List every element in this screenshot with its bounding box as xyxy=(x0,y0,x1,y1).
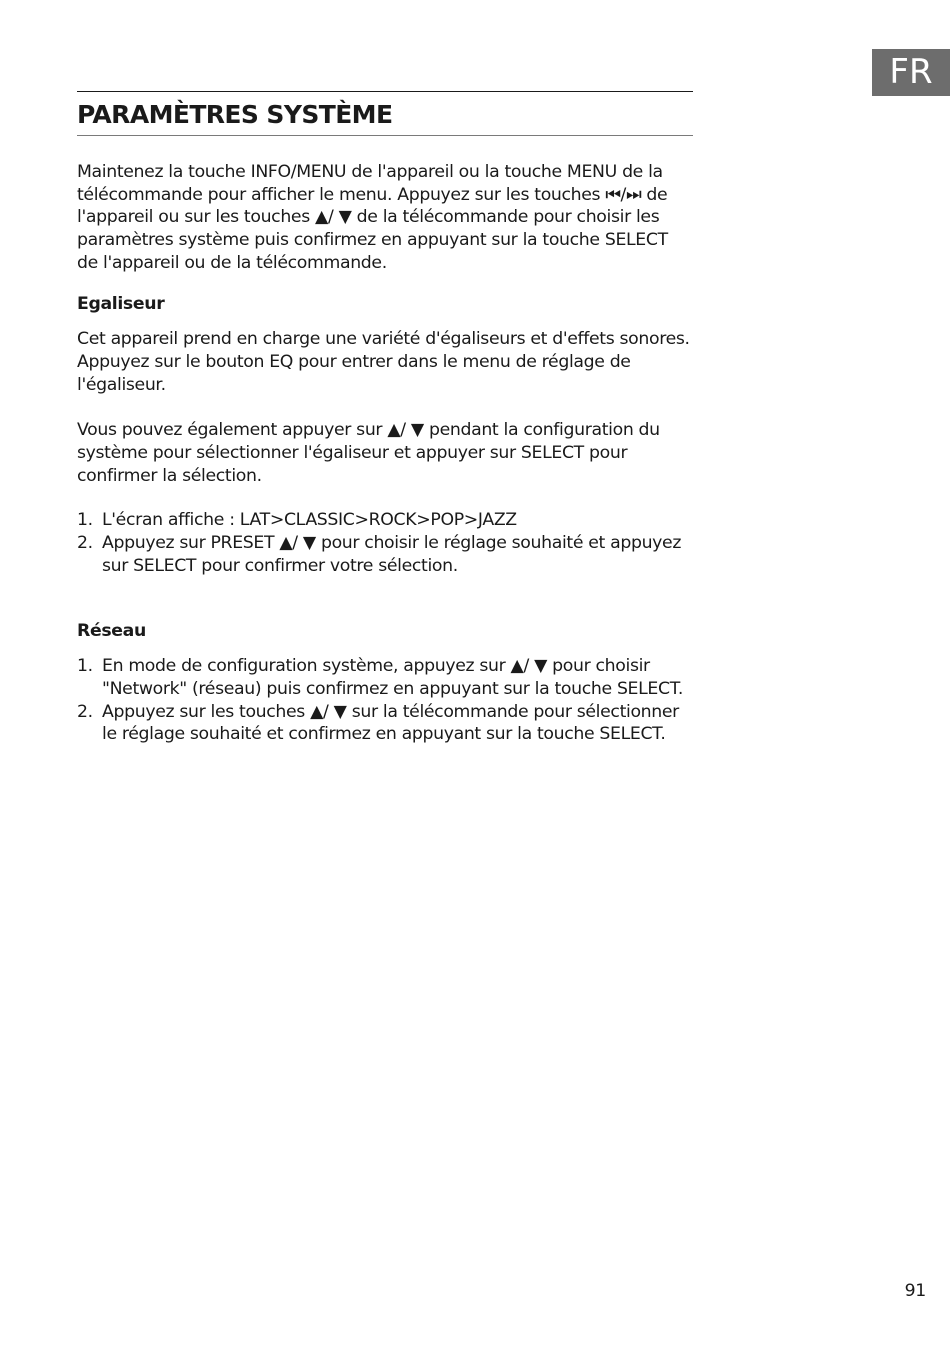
equalizer-paragraph-2: Vous pouvez également appuyer sur ▲/ ▼ pendant la configuration du système pour sélectionner l'égaliseur et appuyer sur SELECT pour confirmer la sélection. xyxy=(77,420,660,486)
list-item-number: 2. xyxy=(77,533,93,554)
list-item xyxy=(77,509,693,532)
network-heading: Réseau xyxy=(77,620,146,641)
list-item-text: Appuyez sur PRESET ▲/ ▼ pour choisir le réglage souhaité et appuyez sur SELECT pour confirmer votre sélection. xyxy=(102,533,682,576)
list-item-number: 2. xyxy=(77,701,93,722)
list-item-text: L'écran affiche : LAT>CLASSIC>ROCK>POP>JAZZ xyxy=(102,510,517,531)
list-item-number: 1. xyxy=(77,656,93,677)
page-number: 91 xyxy=(904,1281,926,1301)
list-item-text: En mode de configuration système, appuyez sur ▲/ ▼ pour choisir "Network" (réseau) puis confirmez en appuyant sur la touche SELECT. xyxy=(102,656,683,699)
list-item-number: 1. xyxy=(77,510,93,531)
equalizer-paragraph-1: Cet appareil prend en charge une variété d'égaliseurs et d'effets sonores. Appuyez sur le bouton EQ pour entrer dans le menu de réglage de l'égaliseur. xyxy=(77,329,690,395)
equalizer-steps-list xyxy=(77,509,693,577)
equalizer-heading: Egaliseur xyxy=(77,293,165,314)
language-tab: FR xyxy=(872,49,950,96)
list-item-text: Appuyez sur les touches ▲/ ▼ sur la télécommande pour sélectionner le réglage souhaité et confirmez en appuyant sur la touche SELECT. xyxy=(102,701,679,745)
list-item xyxy=(77,655,693,700)
page-content xyxy=(77,91,693,746)
page-title: PARAMÈTRES SYSTÈME xyxy=(77,100,393,129)
list-item xyxy=(77,532,693,577)
title-bottom-rule xyxy=(77,135,693,136)
intro-paragraph: Maintenez la touche INFO/MENU de l'appareil ou la touche MENU de la télécommande pour afficher le menu. Appuyez sur les touches ⏮/⏭ de l'appareil ou sur les touches ▲/ ▼ de la télécommande pour choisir les paramètres système puis confirmez en appuyant sur la touche SELECT de l'appareil ou de la télécommande. xyxy=(77,162,668,273)
network-steps-list xyxy=(77,655,693,746)
list-item xyxy=(77,701,693,746)
